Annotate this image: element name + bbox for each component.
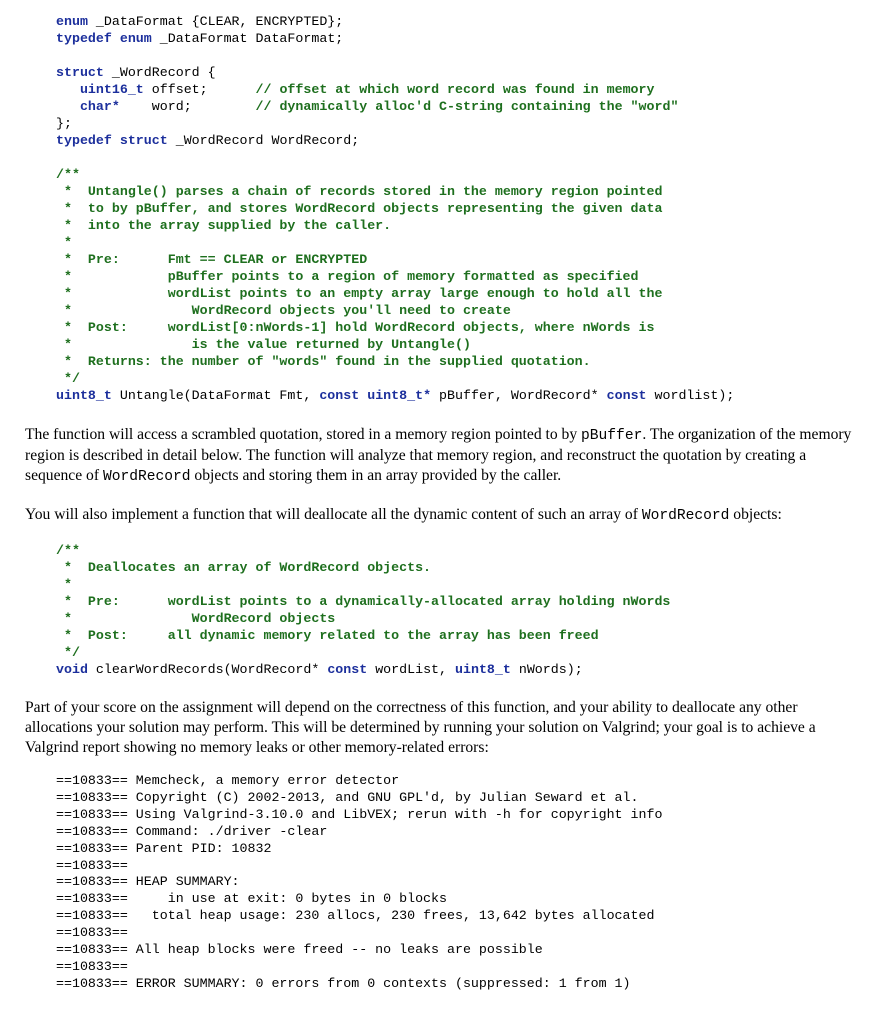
inline-code: WordRecord <box>102 469 191 485</box>
doc-comment-line: * Deallocates an array of WordRecord objects. <box>56 560 432 575</box>
description-paragraph <box>25 425 865 487</box>
paragraph-text: objects and storing them in an array provided by the caller. <box>190 467 562 484</box>
keyword: enum <box>56 14 88 29</box>
deallocate-intro-paragraph <box>25 505 865 526</box>
valgrind-line: ==10833== Using Valgrind-3.10.0 and LibVEX; rerun with -h for copyright info <box>56 806 663 822</box>
code-comment: // offset at which word record was found in memory <box>255 82 655 97</box>
paragraph-text: You will also implement a function that will deallocate all the dynamic content of such an array of <box>25 506 642 523</box>
code-text: }; <box>56 116 72 131</box>
code-text: _WordRecord WordRecord; <box>167 133 360 148</box>
code-text: _WordRecord { <box>103 65 216 80</box>
paragraph-text: objects: <box>729 506 782 523</box>
keyword: uint8_t <box>56 388 112 403</box>
doc-comment-line: * <box>56 235 72 250</box>
code-text: _DataFormat DataFormat; <box>151 31 344 46</box>
valgrind-line: ==10833== Parent PID: 10832 <box>56 840 272 856</box>
untangle-code-block <box>56 166 734 404</box>
valgrind-line: ==10833== total heap usage: 230 allocs, 230 frees, 13,642 bytes allocated <box>56 908 655 924</box>
valgrind-line: ==10833== Copyright (C) 2002-2013, and GNU GPL'd, by Julian Seward et al. <box>56 789 639 805</box>
doc-comment-line: */ <box>56 371 80 386</box>
keyword: typedef <box>56 31 112 46</box>
clear-word-records-code-block <box>56 542 670 678</box>
code-text: wordList, <box>367 662 455 677</box>
doc-comment-line: * Pre: Fmt == CLEAR or ENCRYPTED <box>56 252 368 267</box>
valgrind-line: ==10833== <box>56 857 128 873</box>
code-indent <box>56 99 80 114</box>
valgrind-line: ==10833== Command: ./driver -clear <box>56 823 328 839</box>
code-text: clearWordRecords(WordRecord* <box>87 662 328 677</box>
doc-comment-line: * WordRecord objects you'll need to create <box>56 303 511 318</box>
valgrind-line: ==10833== HEAP SUMMARY: <box>56 874 240 890</box>
valgrind-line: ==10833== All heap blocks were freed -- no leaks are possible <box>56 942 543 958</box>
keyword: const <box>606 388 647 403</box>
doc-comment-line: * into the array supplied by the caller. <box>56 218 392 233</box>
type-declarations-code <box>56 13 678 149</box>
inline-code: pBuffer <box>581 428 643 444</box>
valgrind-line: ==10833== Memcheck, a memory error detector <box>56 773 400 788</box>
keyword: char* <box>79 99 120 114</box>
doc-comment-line: * <box>56 577 72 592</box>
code-space <box>112 31 120 46</box>
doc-comment-line: * is the value returned by Untangle() <box>56 337 471 352</box>
valgrind-output <box>56 773 662 993</box>
code-text: wordlist); <box>646 388 735 403</box>
doc-comment-line: * wordList points to an empty array large enough to hold all the <box>56 286 663 301</box>
valgrind-line: ==10833== in use at exit: 0 bytes in 0 blocks <box>56 891 447 907</box>
keyword: uint8_t <box>455 662 511 677</box>
inline-code: WordRecord <box>641 508 730 524</box>
doc-comment-line: * Returns: the number of "words" found in the supplied quotation. <box>56 354 591 369</box>
doc-comment-line: * Untangle() parses a chain of records stored in the memory region pointed <box>56 184 663 199</box>
code-text: _DataFormat {CLEAR, ENCRYPTED}; <box>87 14 344 29</box>
code-space <box>112 133 120 148</box>
keyword: typedef <box>56 133 112 148</box>
keyword: uint8_t* <box>367 388 432 403</box>
code-text: offset; <box>143 82 256 97</box>
valgrind-intro-paragraph: Part of your score on the assignment will depend on the correctness of this function, and your ability to deallocate any other allocations your solution may perform. This will be determined by running your solution on Valgrind; your goal is to achieve a Valgrind report showing no memory leaks or other memory-related errors: <box>25 699 816 756</box>
valgrind-line: ==10833== <box>56 958 128 974</box>
code-indent <box>56 82 80 97</box>
valgrind-line: ==10833== <box>56 925 128 941</box>
doc-comment-line: * pBuffer points to a region of memory formatted as specified <box>56 269 639 284</box>
code-text: nWords); <box>510 662 583 677</box>
doc-comment-line: * to by pBuffer, and stores WordRecord objects representing the given data <box>56 201 663 216</box>
paragraph-text: . The organization of the memory region is described in detail below. The function will analyze that memory region, and reconstruct the quotation by creating a sequence of <box>25 426 852 484</box>
doc-comment-line: * Post: all dynamic memory related to the array has been freed <box>56 628 599 643</box>
paragraph-text: The function will access a scrambled quotation, stored in a memory region pointed to by <box>25 426 582 443</box>
doc-comment-line: /** <box>56 167 80 182</box>
valgrind-line: ==10833== ERROR SUMMARY: 0 errors from 0 contexts (suppressed: 1 from 1) <box>56 975 631 991</box>
code-text: pBuffer, WordRecord* <box>431 388 607 403</box>
keyword: struct <box>56 65 104 80</box>
code-comment: // dynamically alloc'd C-string containing the "word" <box>255 99 679 114</box>
keyword: uint16_t <box>79 82 144 97</box>
doc-comment-line: /** <box>56 543 80 558</box>
keyword: const <box>327 662 368 677</box>
keyword: const <box>319 388 360 403</box>
keyword: void <box>56 662 88 677</box>
doc-comment-line: * WordRecord objects <box>56 611 336 626</box>
doc-comment-line: */ <box>56 645 80 660</box>
doc-comment-line: * Post: wordList[0:nWords-1] hold WordRecord objects, where nWords is <box>56 320 655 335</box>
keyword: enum <box>119 31 152 46</box>
doc-comment-line: * Pre: wordList points to a dynamically-allocated array holding nWords <box>56 594 671 609</box>
keyword: struct <box>119 133 168 148</box>
code-text: Untangle(DataFormat Fmt, <box>111 388 320 403</box>
code-text: word; <box>119 99 256 114</box>
